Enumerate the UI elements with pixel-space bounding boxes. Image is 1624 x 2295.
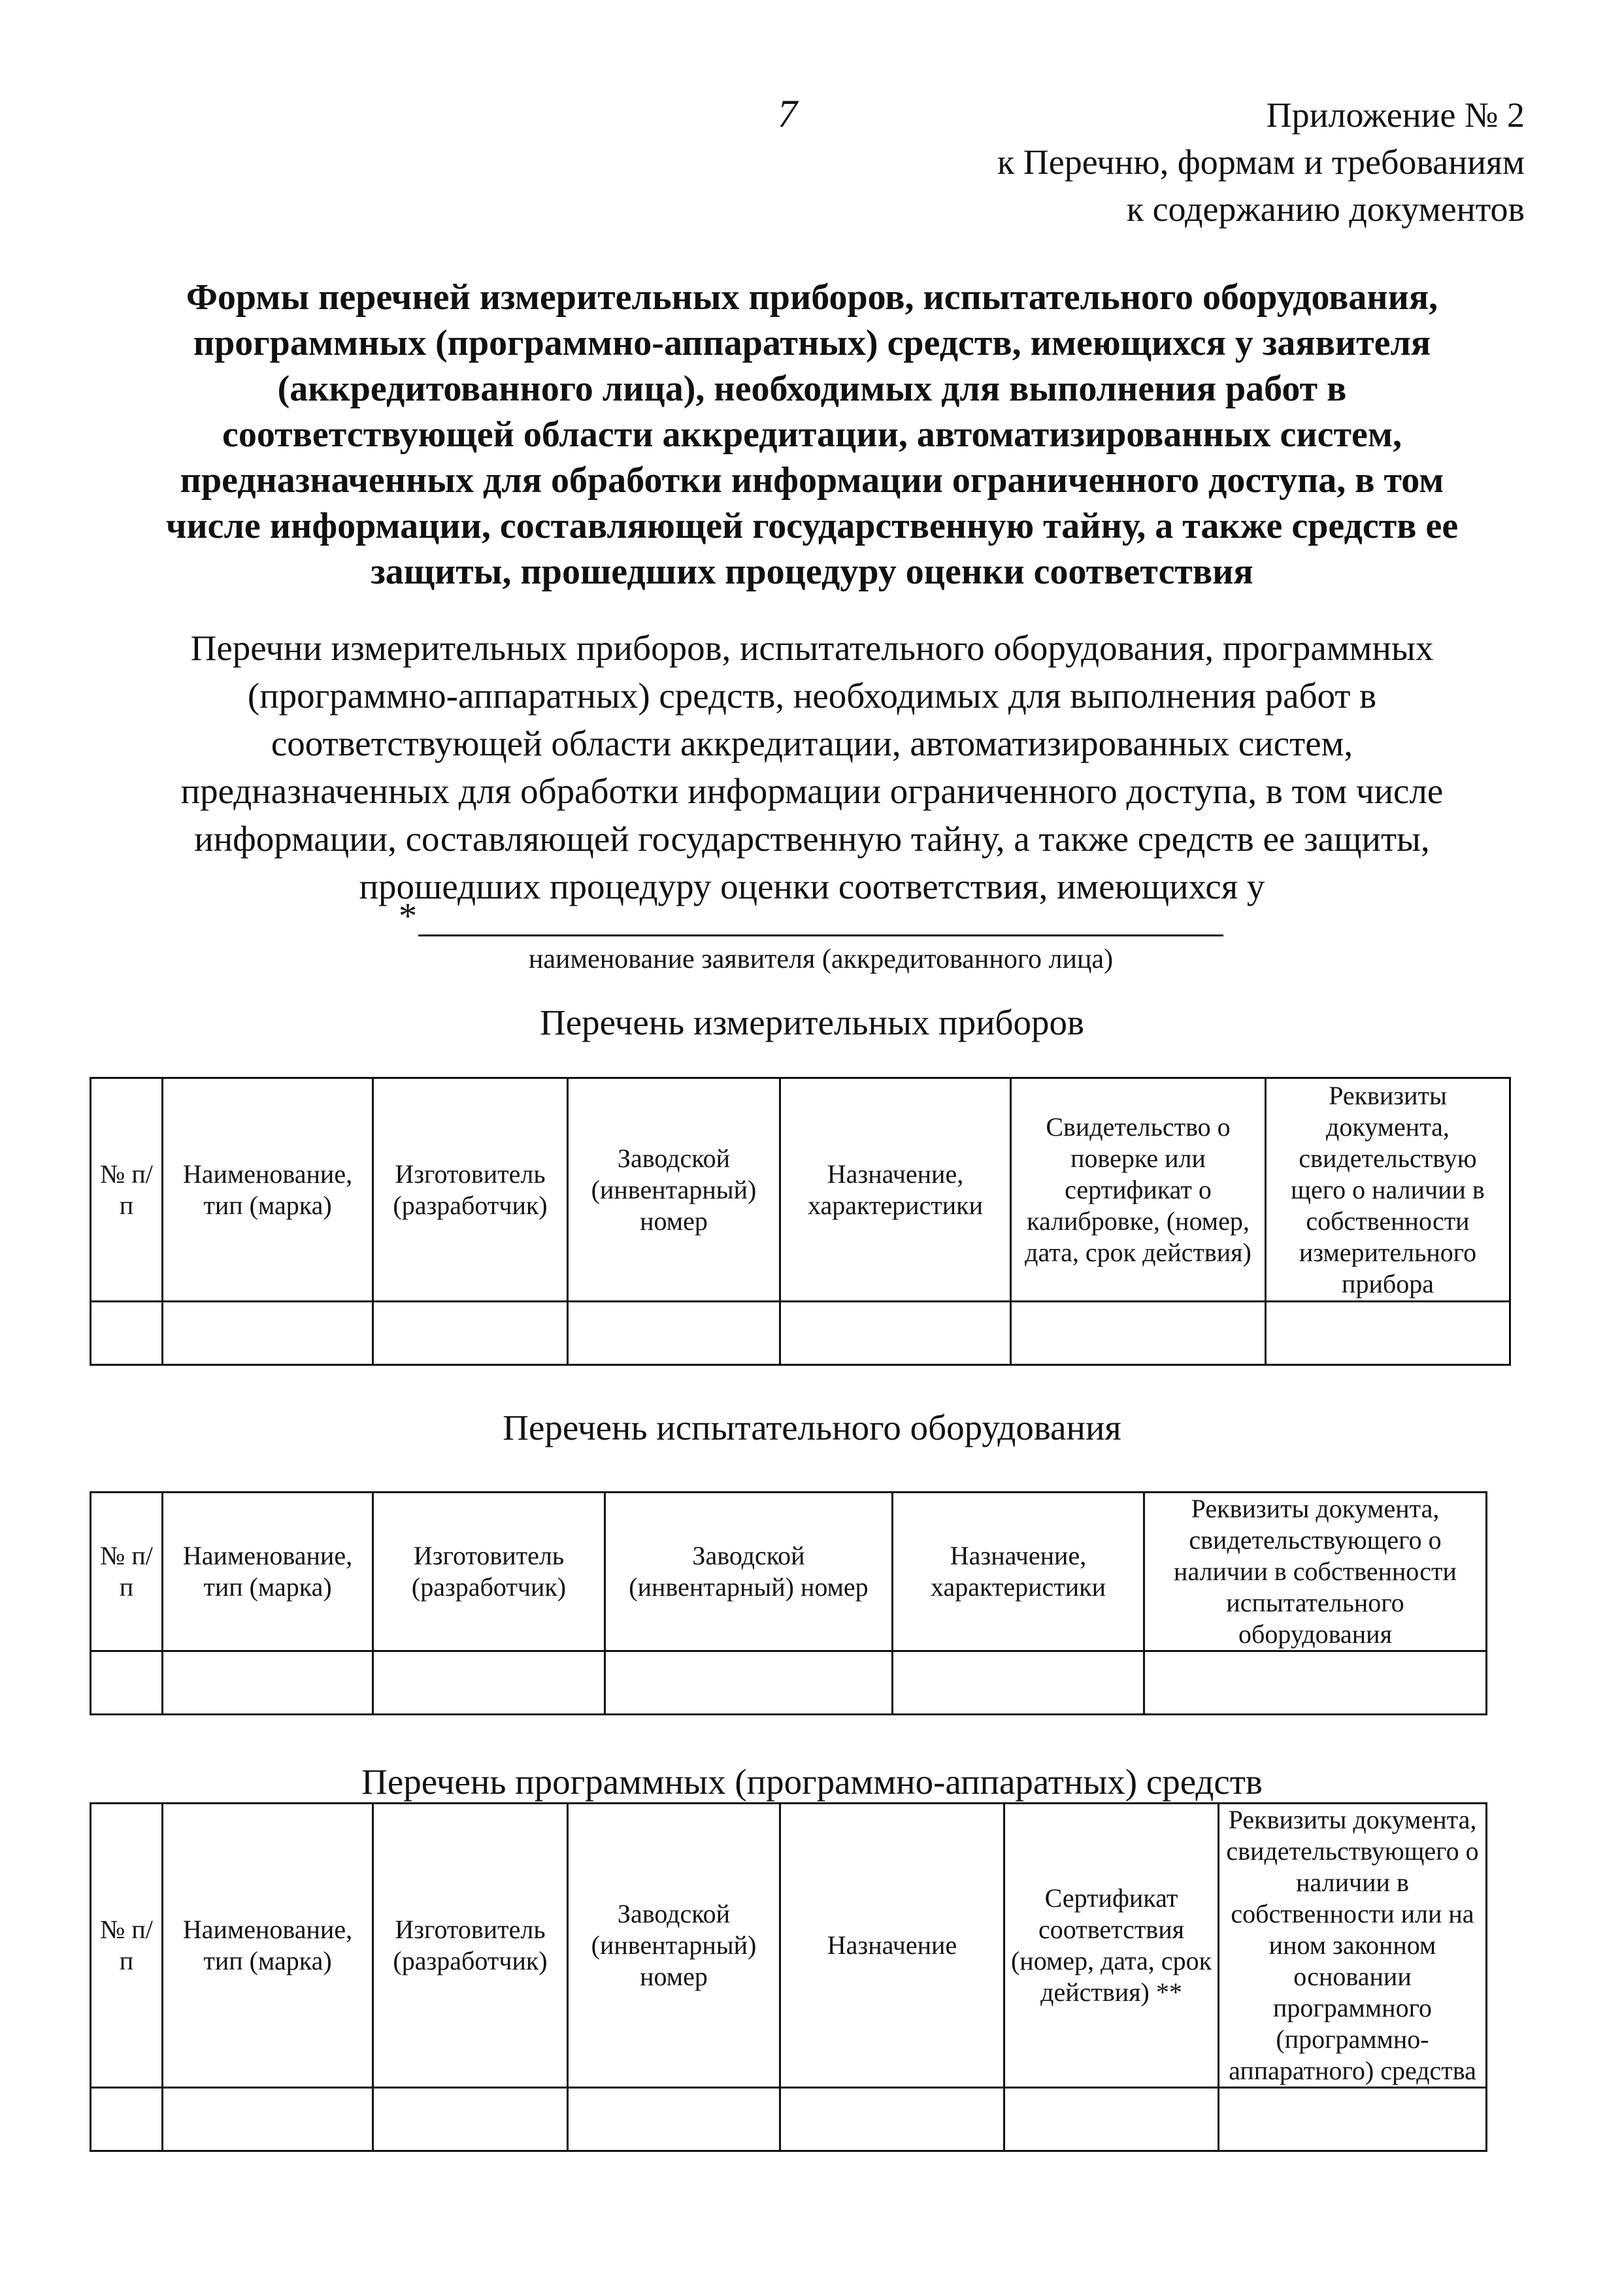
table-header-row — [91, 1078, 1510, 1302]
table-cell — [1219, 2088, 1487, 2151]
header-cell: Реквизиты документа, свидетельствующего о наличии в собственности или на ином законном основании программного (программно-аппаратного) средства — [1219, 1804, 1487, 2088]
title-line: (аккредитованного лица), необходимых для выполнения работ в — [277, 369, 1347, 409]
header-cell: № п/п — [91, 1493, 163, 1651]
header-cell: Заводской (инвентарный) номер — [605, 1493, 893, 1651]
appendix-block — [997, 91, 1525, 233]
header-cell: Сертификат соответствия (номер, дата, срок действия) ** — [1004, 1804, 1219, 2088]
table-cell — [1004, 2088, 1219, 2151]
measuring-instruments-table — [90, 1077, 1511, 1366]
page-number: 7 — [778, 92, 797, 135]
table-cell — [91, 1302, 163, 1365]
title-line: программных (программно-аппаратных) средств, имеющихся у заявителя — [193, 323, 1431, 363]
header-cell: Изготовитель (разработчик) — [373, 1804, 568, 2088]
appendix-line-2: к Перечню, формам и требованиям — [997, 142, 1525, 182]
header-cell: Наименование, тип (марка) — [163, 1078, 373, 1302]
software-table — [90, 1802, 1487, 2152]
table3-heading: Перечень программных (программно-аппаратных) средств — [361, 1762, 1263, 1802]
header-cell: Реквизиты документа, свидетельствую щего о наличии в собственности измерительного прибора — [1266, 1078, 1510, 1302]
test-equipment-table — [90, 1491, 1487, 1715]
header-cell: Наименование, тип (марка) — [163, 1493, 373, 1651]
appendix-line-1: Приложение № 2 — [1266, 95, 1525, 135]
table-cell — [568, 1302, 780, 1365]
table-row — [91, 1651, 1487, 1715]
header-cell: Назначение, характеристики — [780, 1078, 1011, 1302]
table-cell — [1144, 1651, 1487, 1715]
header-cell: Наименование, тип (марка) — [163, 1804, 373, 2088]
intro-line: прошедших процедуру оценки соответствия, имеющихся у — [359, 867, 1265, 906]
table-cell — [605, 1651, 893, 1715]
table-cell — [780, 1302, 1011, 1365]
table-row — [91, 1302, 1510, 1365]
header-cell: Изготовитель (разработчик) — [373, 1078, 568, 1302]
intro-line: (программно-аппаратных) средств, необходимых для выполнения работ в — [247, 676, 1377, 716]
intro-line: Перечни измерительных приборов, испытательного оборудования, программных — [190, 628, 1434, 668]
table-row — [91, 2088, 1487, 2151]
header-cell: Заводской (инвентарный) номер — [568, 1804, 780, 2088]
title-line: Формы перечней измерительных приборов, испытательного оборудования, — [186, 277, 1438, 318]
header-cell: Реквизиты документа, свидетельствующего о наличии в собственности испытательного оборудования — [1144, 1493, 1487, 1651]
header-cell: Изготовитель (разработчик) — [373, 1493, 605, 1651]
table-cell — [780, 2088, 1004, 2151]
table2-heading: Перечень испытательного оборудования — [503, 1408, 1121, 1447]
intro-line: информации, составляющей государственную тайну, а также средств ее защиты, — [194, 819, 1430, 859]
table-cell — [373, 1302, 568, 1365]
table1-heading: Перечень измерительных приборов — [540, 1002, 1084, 1042]
intro-line: соответствующей области аккредитации, автоматизированных систем, — [271, 723, 1353, 763]
header-cell: № п/п — [91, 1078, 163, 1302]
title-line: предназначенных для обработки информации ограниченного доступа, в том — [180, 460, 1444, 501]
table-cell — [1266, 1302, 1510, 1365]
header-cell: Назначение — [780, 1804, 1004, 2088]
header-cell: Заводской (инвентарный) номер — [568, 1078, 780, 1302]
table-cell — [163, 2088, 373, 2151]
table-header-row — [91, 1493, 1487, 1651]
applicant-name-line — [418, 934, 1223, 936]
table-cell — [568, 2088, 780, 2151]
table-cell — [1011, 1302, 1266, 1365]
table-cell — [373, 2088, 568, 2151]
applicant-caption: наименование заявителя (аккредитованного лица) — [528, 944, 1114, 974]
document-title — [98, 274, 1526, 595]
header-cell: № п/п — [91, 1804, 163, 2088]
table-header-row — [91, 1804, 1487, 2088]
footnote-star: * — [399, 896, 417, 936]
intro-paragraph — [98, 624, 1526, 910]
header-cell: Назначение, характеристики — [893, 1493, 1144, 1651]
appendix-line-3: к содержанию документов — [1126, 190, 1525, 229]
title-line: соответствующей области аккредитации, автоматизированных систем, — [222, 414, 1402, 455]
title-line: защиты, прошедших процедуру оценки соответствия — [371, 552, 1253, 592]
table-cell — [373, 1651, 605, 1715]
title-line: числе информации, составляющей государственную тайну, а также средств ее — [165, 506, 1459, 546]
table-cell — [163, 1302, 373, 1365]
table-cell — [893, 1651, 1144, 1715]
header-cell: Свидетельство о поверке или сертификат о калибровке, (номер, дата, срок действия) — [1011, 1078, 1266, 1302]
table-cell — [163, 1651, 373, 1715]
table-cell — [91, 1651, 163, 1715]
intro-line: предназначенных для обработки информации ограниченного доступа, в том числе — [180, 771, 1444, 811]
table-cell — [91, 2088, 163, 2151]
